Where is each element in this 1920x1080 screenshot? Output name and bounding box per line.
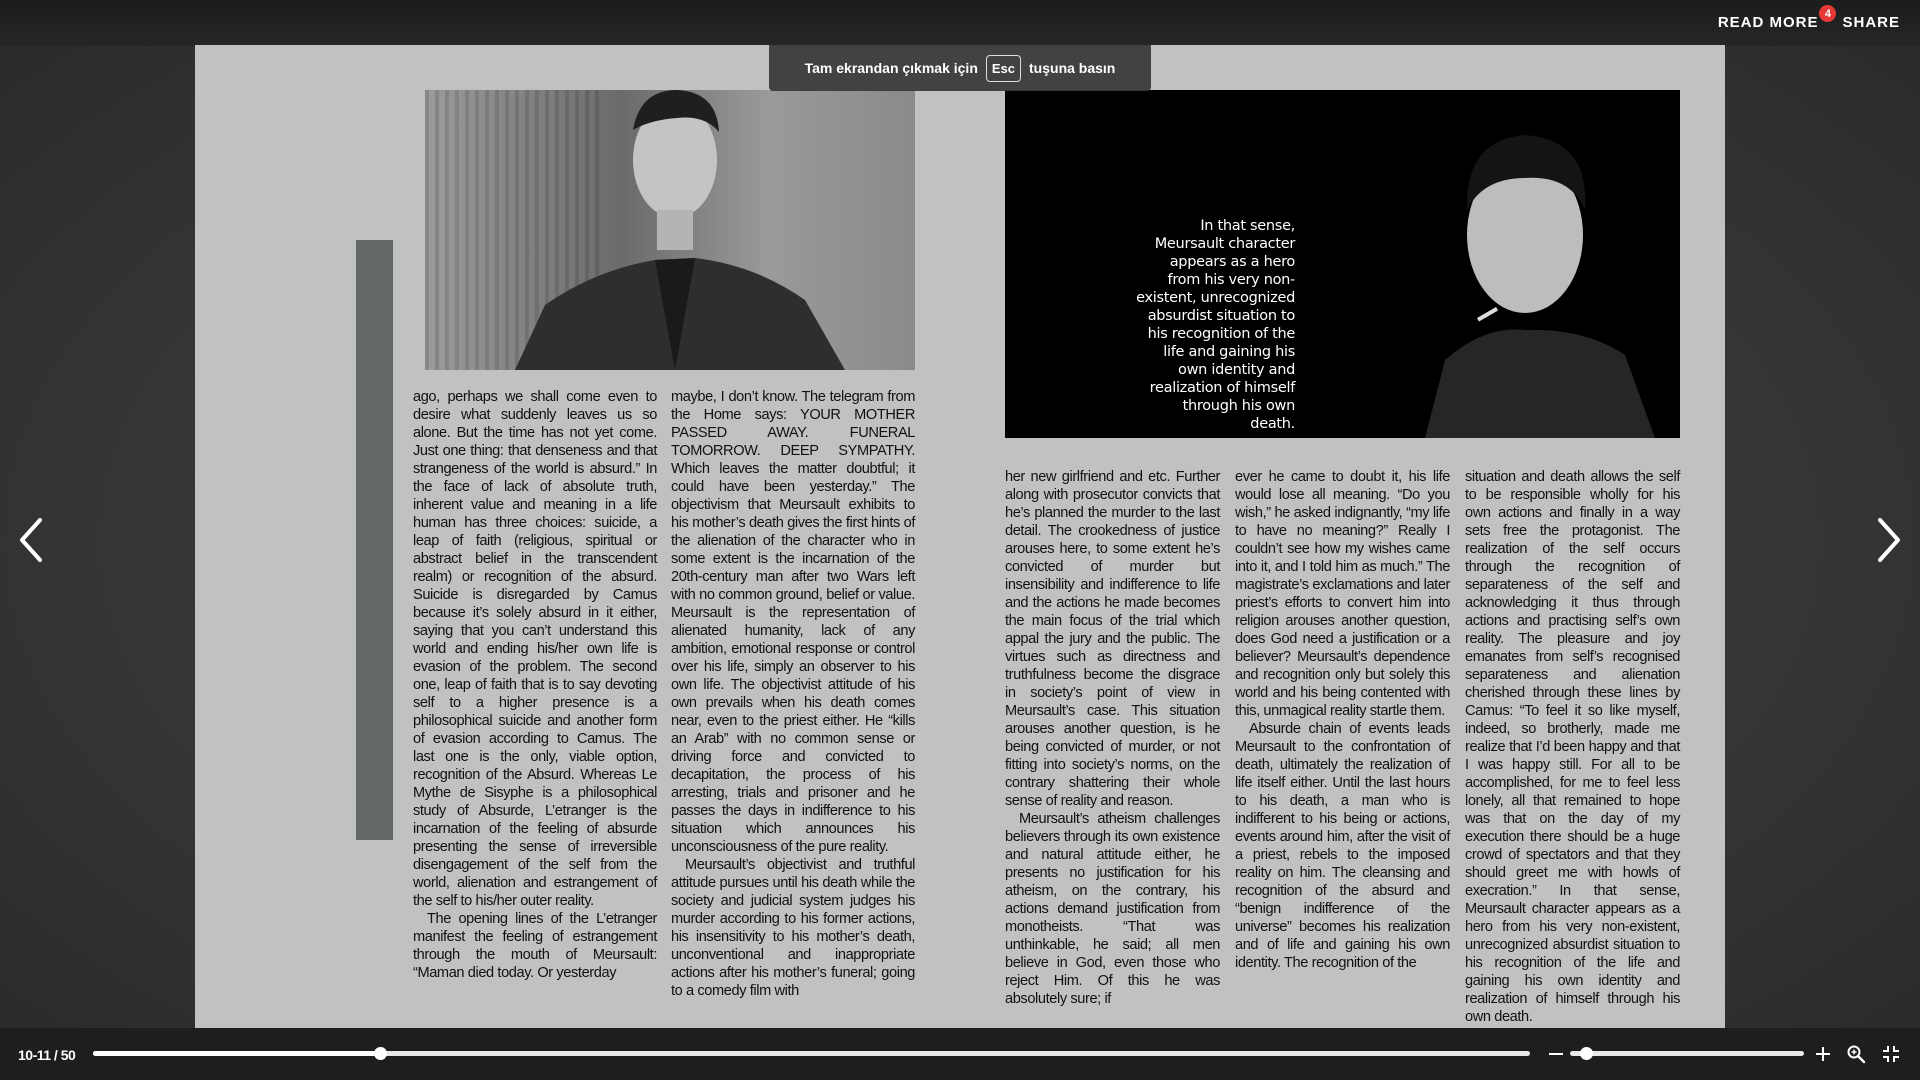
magnifier-icon [1846, 1044, 1866, 1064]
zoom-in-button[interactable] [1813, 1044, 1833, 1064]
fullscreen-notice-text-before: Tam ekrandan çıkmak için [804, 60, 978, 76]
plus-icon [1813, 1044, 1833, 1064]
camus-smoking-photo [1005, 90, 1680, 438]
fullscreen-notice [769, 45, 1151, 91]
article-column-2 [671, 388, 915, 1000]
top-bar [0, 0, 1920, 46]
zoom-handle[interactable] [1580, 1047, 1593, 1060]
exit-fullscreen-button[interactable] [1881, 1044, 1901, 1064]
zoom-out-button[interactable] [1546, 1046, 1566, 1062]
chevron-left-icon [10, 510, 54, 570]
article-column-1 [413, 388, 657, 982]
read-more-button[interactable] [1717, 7, 1832, 31]
paragraph: Meursault’s objectivist and truthful attitude pursues until his death while the society and judicial system judges his murder according to his former actions, his insensitivity to his mother’s death, unconventional and inappropriate actions after his mother’s funeral; going to a comedy film with [671, 857, 915, 999]
article-column-4 [1235, 468, 1450, 972]
pull-quote: In that sense, Meursault character appears as a hero from his very non-existent, unrecognized absurdist situation to his recognition of the life and gaining his own identity and realization of himself through his own death. [1136, 218, 1295, 432]
right-page [960, 45, 1725, 1035]
paragraph: ago, perhaps we shall come even to desire what suddenly leaves us so alone. But the time has not yet come. Just one thing: that denseness and that strangeness of the world is absurd.” In the face of lack of absolute truth, inherent value and meaning in a life human has three choices: suicide, a leap of faith (religious, spiritual or abstract belief in the transcendent realm) or recognition of the absurd. Suicide is disregarded by Camus because it’s solely absurd in it either, saying that you can’t understand this world and ending his/her own life is evasion of the problem. The second one, leap of faith that is to say devoting self to a higher presence is a philosophical suicide and another form of evasion according to Camus. The last one is the only, viable option, recognition of the Absurd. Whereas Le Mythe de Sisyphe is a philosophical study of Absurde, L’etranger is the incarnation of the feeling of absurde presenting the sense of irreversible disengagement of the self from the world, alienation and estrangement of the self to his/her outer reality. [413, 389, 657, 909]
fullscreen-notice-text-after: tuşuna basın [1029, 60, 1116, 76]
exit-fullscreen-icon [1881, 1044, 1901, 1064]
read-more-badge: 4 [1819, 5, 1836, 22]
paragraph: her new girlfriend and etc. Further along with prosecutor convicts that he’s planned the murder to the last detail. The crookedness of justice arouses here, to some extent he’s convicted of murder but insensibility and indifference to life and the actions he made becomes the main focus of the trial which appal the jury and the public. The virtues such as directness and truthfulness become the disgrace in society’s point of view in Meursault’s case. This situation arouses another question, is he being convicted of murder, or not fitting into society’s norms, on the contrary shattering their whole sense of reality and reason. [1005, 469, 1220, 809]
chevron-right-icon [1866, 510, 1910, 570]
minus-icon [1546, 1046, 1566, 1062]
magnifier-button[interactable] [1846, 1044, 1866, 1064]
magazine-spread [195, 45, 1725, 1035]
paragraph: Absurde chain of events leads Meursault to the confrontation of death, ultimately the realization of life itself either. Until the last hours to his death, a man who is indifferent to his being or actions, events around him, after the visit of a priest, rebels to the imposed reality on him. The cleansing and recognition of the absurd and “benign indifference of the universe” becomes his realization and of life and gaining his own identity. The recognition of the [1235, 721, 1450, 971]
left-page [195, 45, 960, 1035]
camus-portrait-photo [425, 90, 915, 370]
page-indicator: 10-11 / 50 [18, 1047, 76, 1063]
top-actions [1717, 7, 1900, 31]
paragraph: ever he came to doubt it, his life would lose all meaning. “Do you wish,” he asked indignantly, “my life to have no meaning?” Really I couldn’t see how my wishes came into it, and I told him as much.” The magistrate’s exclamations and later priest’s efforts to convert him into religion arouses another question, does God need a justification or a believer? Meursault’s dependence and recognition only but solely this world and his being contented with this, unmagical reality startle them. [1235, 469, 1450, 719]
decorative-bar [356, 240, 393, 840]
progress-fill [93, 1051, 380, 1056]
progress-handle[interactable] [374, 1047, 387, 1060]
paragraph: Meursault’s atheism challenges believers through its own existence and natural attitude either, he presents no justification for his atheism, on the contrary, his actions demand justification from monotheists. “That was unthinkable, he said; all men believe in God, even those who reject Him. Of this he was absolutely sure; if [1005, 811, 1220, 1007]
paragraph: maybe, I don’t know. The telegram from the Home says: YOUR MOTHER PASSED AWAY. FUNERAL TOMORROW. DEEP SYMPATHY. Which leaves the matter doubtful; it could have been yesterday.” The objectivism that Meursault exhibits to his mother’s death gives the first hints of the alienation of the character who in some extent is the incarnation of the 20th-century man after two Wars left with no common ground, belief or value. Meursault is the representation of alienated humanity, lack of any ambition, emotional response or control over his life, simply an observer to his own life. The objectivist attitude of his own prevails when his death comes near, even to the priest either. He “kills an Arab” with no common sense or driving force and convicted to decapitation, the process of his arresting, trials and prisoner and he passes the days in indifference to his situation which announces his unconsciousness of the pure reality. [671, 389, 915, 855]
esc-key-hint: Esc [986, 55, 1021, 82]
article-column-5 [1465, 468, 1680, 1026]
article-column-3 [1005, 468, 1220, 1008]
paragraph: situation and death allows the self to be responsible wholly for his own actions and finally in a way sets free the protagonist. The realization of the self occurs through the recognition of separateness of the self and acknowledging it thus through actions and practising self’s own reality. The pleasure and joy emanates from self’s recognised separateness and alienation cherished through these lines by Camus: “To feel it so like myself, indeed, so brotherly, made me realize that I’d been happy and that I was happy still. For all to be accomplished, for me to feel less lonely, all that remained to hope was that on the day of my execution there should be a huge crowd of spectators and that they should greet me with howls of execration.” In that sense, Meursault character appears as a hero from his very non-existent, unrecognized absurdist situation to his recognition of the life and gaining his own identity and realization of himself through his own death. [1465, 469, 1680, 1025]
bottom-toolbar [0, 1028, 1920, 1080]
page-progress-slider[interactable] [93, 1051, 1530, 1056]
paragraph: The opening lines of the L’etranger manifest the feeling of estrangement through the mouth of Meursault: “Maman died today. Or yesterday [413, 911, 657, 981]
share-button[interactable]: SHARE [1842, 14, 1900, 31]
next-page-button[interactable] [1866, 510, 1910, 570]
previous-page-button[interactable] [10, 510, 54, 570]
zoom-slider[interactable] [1570, 1051, 1804, 1056]
read-more-label: READ MORE [1717, 14, 1819, 31]
